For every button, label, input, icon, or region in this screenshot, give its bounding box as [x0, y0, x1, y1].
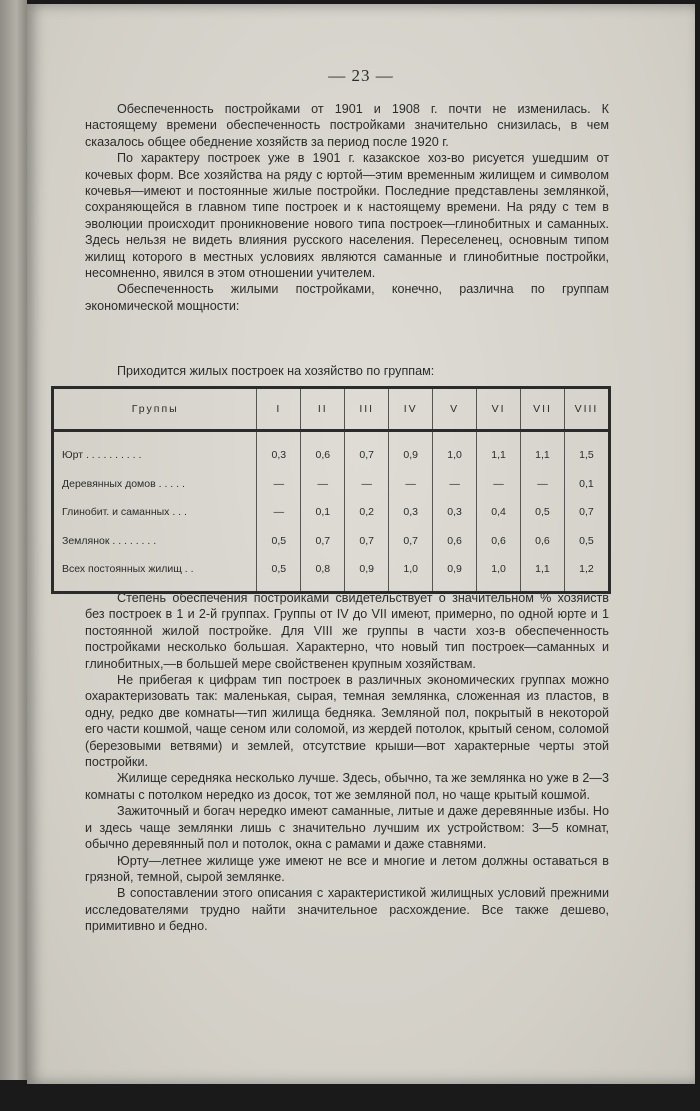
- table-cell: —: [345, 470, 389, 499]
- table-cell: 0,4: [477, 498, 521, 527]
- column-header: VIII: [564, 388, 609, 431]
- table-cell: —: [389, 470, 433, 499]
- table-cell: 1,2: [564, 555, 609, 592]
- paragraph: Зажиточный и богач нередко имеют саманные, литые и даже деревянные избы. Но и здесь чаще землянки лишь с значительно лучшим их устройством: 3—5 комнат, обычно деревянный пол и потолок, окна с рамами и даже ставнями.: [85, 804, 609, 852]
- paragraph: По характеру построек уже в 1901 г. казакское хоз-во рисуется ушедшим от кочевых форм. Все хозяйства на ряду с юртой—этим временным жилищем и символом кочевья—имеют и постоянные жилые постройки. Последние представлены землянкой, сохраняющейся в главном типе построек и к настоящему времени. На ряду с тем в эволюции происходит проникновение нового типа построек—глинобитных и саманных. Здесь нельзя не видеть влияния русского населения. Переселенец, основным типом жилищ которого в местных условиях являются саманные и глинобитные постройки, несомненно, явился в этом отношении учителем.: [85, 151, 609, 281]
- paragraph: Не прибегая к цифрам тип построек в различных экономических группах можно охарактеризовать так: маленькая, сырая, темная землянка, сложенная из пластов, в одну, редко две комнаты—тип жилища бедняка. Земляной пол, покрытый в некоторой его части кошмой, чаще сеном или соломой, из жердей потолок, крытый сеном, соломой (березовыми ветвями) и землей, отсутствие крыши—вот характерные черты этой постройки.: [85, 673, 609, 770]
- table-cell: 0,1: [564, 470, 609, 499]
- table-cell: 0,9: [389, 431, 433, 470]
- table-cell: 0,1: [301, 498, 345, 527]
- table-cell: 1,0: [477, 555, 521, 592]
- row-label: Глинобит. и саманных . . .: [62, 506, 187, 519]
- table-cell: 0,3: [433, 498, 477, 527]
- table-cell: 0,5: [257, 555, 301, 592]
- table-cell: 1,5: [564, 431, 609, 470]
- table-cell: 0,7: [389, 527, 433, 556]
- row-label: Землянок . . . . . . . .: [62, 534, 157, 547]
- groups-header: Группы: [53, 388, 257, 431]
- table-cell: 0,7: [564, 498, 609, 527]
- table-cell: 0,3: [389, 498, 433, 527]
- table-cell: 0,7: [345, 431, 389, 470]
- table-cell: 0,5: [521, 498, 565, 527]
- table-header-row: [53, 388, 610, 431]
- paragraph: Обеспеченность постройками от 1901 и 1908 г. почти не изменилась. К настоящему времени обеспеченность постройками значительно снизилась, в чем сказалось общее обеднение хозяйств за период после 1920 г.: [85, 102, 609, 149]
- row-label: Юрт . . . . . . . . . .: [62, 449, 142, 462]
- column-header: V: [433, 388, 477, 431]
- table-cell: —: [257, 470, 301, 499]
- column-header: VI: [477, 388, 521, 431]
- adjacent-page-edge: [0, 0, 27, 1080]
- column-header: III: [345, 388, 389, 431]
- row-label: Деревянных домов . . . . .: [62, 477, 185, 490]
- table-cell: 0,8: [301, 555, 345, 592]
- book-page: [27, 4, 695, 1084]
- page-number: — 23 —: [328, 66, 394, 85]
- table-row: [53, 470, 610, 499]
- table-cell: —: [257, 498, 301, 527]
- table-cell: 1,1: [521, 431, 565, 470]
- table-row: [53, 527, 610, 556]
- table-row: [53, 431, 610, 470]
- text-block-bottom: [85, 590, 609, 935]
- table-cell: 0,3: [257, 431, 301, 470]
- table-cell: 0,7: [345, 527, 389, 556]
- table-caption: Приходится жилых построек на хозяйство по группам:: [117, 364, 435, 378]
- table-cell: —: [301, 470, 345, 499]
- table-cell: 1,0: [389, 555, 433, 592]
- paragraph: Степень обеспечения постройками свидетельствует о значительном % хозяйств без построек в 1 и 2-й группах. Группы от IV до VII имеют, примерно, по одной юрте и 1 постоянной жилой постройке. Для VIII же группы в части хоз-в обеспеченность постройками несколько большая. Характерно, что новый тип построек—саманных и глинобитных,—в большей мере свойственен крупным хозяйствам.: [85, 591, 609, 671]
- table-cell: 1,0: [433, 431, 477, 470]
- table-cell: —: [521, 470, 565, 499]
- table-cell: 0,5: [564, 527, 609, 556]
- table-cell: 0,2: [345, 498, 389, 527]
- table-cell: 0,6: [521, 527, 565, 556]
- text-block-top: [85, 101, 609, 314]
- paragraph: В сопоставлении этого описания с характеристикой жилищных условий прежними исследователями трудно найти значительное расхождение. Все также дешево, примитивно и бедно.: [85, 886, 609, 934]
- housing-table: [51, 386, 611, 594]
- table-cell: 0,6: [433, 527, 477, 556]
- table-row: [53, 555, 610, 592]
- table-cell: 0,5: [257, 527, 301, 556]
- table-cell: —: [433, 470, 477, 499]
- table-cell: 1,1: [521, 555, 565, 592]
- table-cell: 0,6: [477, 527, 521, 556]
- paragraph: Обеспеченность жилыми постройками, конечно, различна по группам экономической мощности:: [85, 282, 609, 313]
- column-header: VII: [521, 388, 565, 431]
- paragraph: Жилище середняка несколько лучше. Здесь, обычно, та же землянка но уже в 2—3 комнаты с потолком нередко из досок, тот же земляной пол, но чаще крытый кошмой.: [85, 771, 609, 802]
- table-cell: 1,1: [477, 431, 521, 470]
- row-label: Всех постоянных жилищ . .: [62, 563, 194, 576]
- column-header: IV: [389, 388, 433, 431]
- table-cell: 0,7: [301, 527, 345, 556]
- column-header: II: [301, 388, 345, 431]
- column-header: I: [257, 388, 301, 431]
- paragraph: Юрту—летнее жилище уже имеют не все и многие и летом должны оставаться в грязной, темной, сырой землянке.: [85, 853, 609, 884]
- table-cell: 0,6: [301, 431, 345, 470]
- table-cell: 0,9: [433, 555, 477, 592]
- table-cell: —: [477, 470, 521, 499]
- table-row: [53, 498, 610, 527]
- table-cell: 0,9: [345, 555, 389, 592]
